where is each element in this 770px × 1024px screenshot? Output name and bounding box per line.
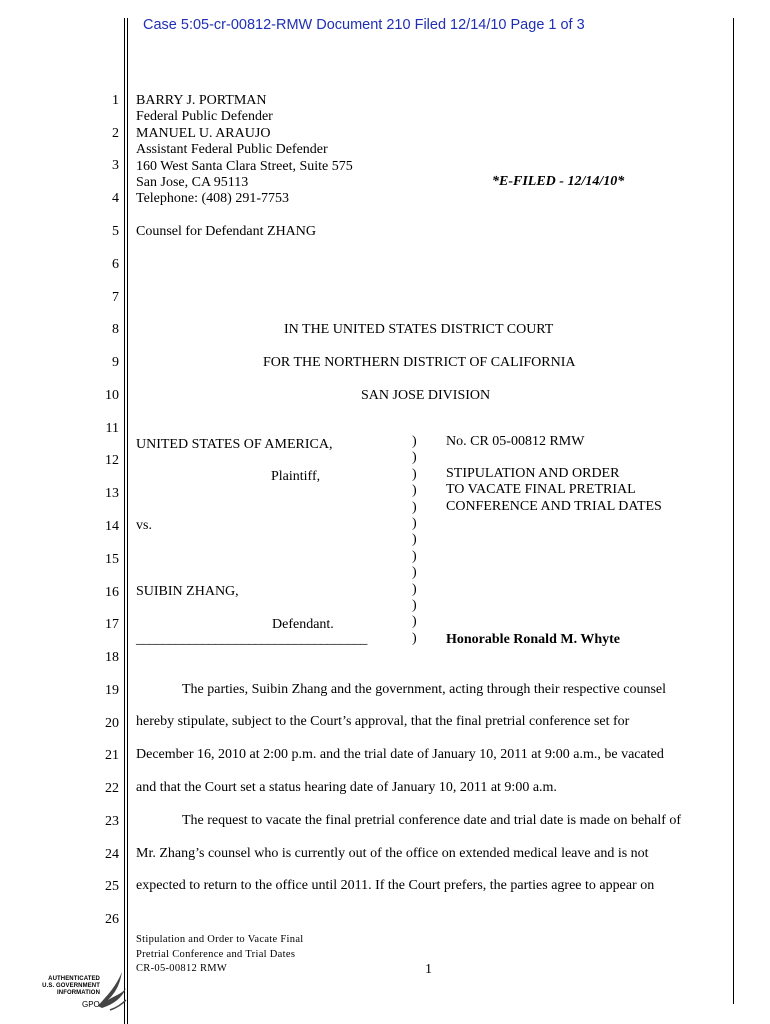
court-district: FOR THE NORTHERN DISTRICT OF CALIFORNIA [263,355,576,370]
line-number: 1 [112,93,119,108]
body-line-20: hereby stipulate, subject to the Court’s approval, that the final pretrial conference set for [136,714,630,729]
caption-paren: ) [412,466,417,482]
caption-paren: ) [412,532,417,548]
right-margin-rule [733,18,734,1004]
line-number: 9 [112,355,119,370]
caption-paren: ) [412,483,417,499]
gpo-seal-line: AUTHENTICATED [48,976,100,982]
body-line-22: and that the Court set a status hearing date of January 10, 2011 at 9:00 a.m. [136,780,557,795]
line-number: 12 [105,453,119,468]
line-number: 18 [105,650,119,665]
line-number: 22 [105,781,119,796]
assistant-name: MANUEL U. ARAUJO [136,125,271,141]
caption-paren: ) [412,630,417,646]
judge-name: Honorable Ronald M. Whyte [446,632,620,647]
line-number: 3 [112,158,119,173]
line-number: 24 [105,847,119,862]
case-header: Case 5:05-cr-00812-RMW Document 210 Filed 12/14/10 Page 1 of 3 [143,17,585,33]
footer-line: CR-05-00812 RMW [136,963,228,974]
caption-paren: ) [412,450,417,466]
left-margin-rule-inner [127,18,128,1024]
line-number: 23 [105,814,119,829]
caption-paren: ) [412,565,417,581]
assistant-title: Assistant Federal Public Defender [136,142,328,158]
document-title-line: TO VACATE FINAL PRETRIAL [446,482,636,498]
caption-paren: ) [412,548,417,564]
line-number: 17 [105,617,119,632]
caption-underline: ___________________________________ [136,632,368,647]
line-number: 26 [105,912,119,927]
line-number: 19 [105,683,119,698]
line-number: 20 [105,716,119,731]
page-number: 1 [425,962,432,977]
line-number: 21 [105,748,119,763]
caption-paren: ) [412,597,417,613]
caption-paren: ) [412,499,417,515]
gpo-authentication-seal [30,966,130,1014]
phone-number: Telephone: (408) 291-7753 [136,191,289,207]
body-line-25: expected to return to the office until 2011. If the Court prefers, the parties agree to appear on [136,878,655,893]
body-line-24: Mr. Zhang’s counsel who is currently out of the office on extended medical leave and is not [136,846,649,861]
left-margin-rule-outer [124,18,125,1024]
gpo-seal-line: INFORMATION [57,990,100,996]
body-line-23: The request to vacate the final pretrial conference date and trial date is made on behalf of [182,813,682,828]
footer-line: Stipulation and Order to Vacate Final [136,934,304,945]
counsel-for: Counsel for Defendant ZHANG [136,224,317,239]
versus: vs. [136,518,152,533]
caption-paren: ) [412,515,417,531]
case-number: No. CR 05-00812 RMW [446,434,585,449]
plaintiff-role: Plaintiff, [271,469,321,484]
document-title [446,466,662,515]
street-address: 160 West Santa Clara Street, Suite 575 [136,158,353,174]
line-number: 15 [105,552,119,567]
line-number: 14 [105,519,119,534]
line-number: 6 [112,257,119,272]
footer-line: Pretrial Conference and Trial Dates [136,948,296,960]
line-number: 5 [112,224,119,239]
line-number: 13 [105,486,119,501]
court-name: IN THE UNITED STATES DISTRICT COURT [284,322,554,337]
document-title-line: STIPULATION AND ORDER [446,466,620,481]
efiled-stamp: *E-FILED - 12/14/10* [492,174,625,189]
gpo-mark: GPO [82,1000,100,1009]
caption-paren: ) [412,581,417,597]
line-number: 16 [105,585,119,600]
caption-paren: ) [412,614,417,630]
line-number: 10 [105,388,119,403]
defendant-role: Defendant. [272,617,334,632]
body-line-19: The parties, Suibin Zhang and the government, acting through their respective counsel [182,682,667,697]
line-number: 4 [112,191,119,206]
caption-parens [412,434,417,647]
document-title-line: CONFERENCE AND TRIAL DATES [446,498,662,514]
footer-caption [136,933,304,977]
attorney-block [136,93,353,208]
line-number: 2 [112,126,119,141]
line-number: 25 [105,879,119,894]
gpo-seal-line: U.S. GOVERNMENT [42,983,100,989]
attorney-title: Federal Public Defender [136,109,273,125]
city-address: San Jose, CA 95113 [136,175,249,191]
defendant-name: SUIBIN ZHANG, [136,584,239,599]
caption-paren: ) [412,434,417,449]
attorney-name: BARRY J. PORTMAN [136,93,267,108]
plaintiff-name: UNITED STATES OF AMERICA, [136,437,333,452]
line-number: 11 [105,421,119,436]
court-division: SAN JOSE DIVISION [361,388,491,403]
line-number: 7 [112,290,119,305]
body-line-21: December 16, 2010 at 2:00 p.m. and the trial date of January 10, 2011 at 9:00 a.m., be vacated [136,747,664,762]
line-number: 8 [112,322,119,337]
